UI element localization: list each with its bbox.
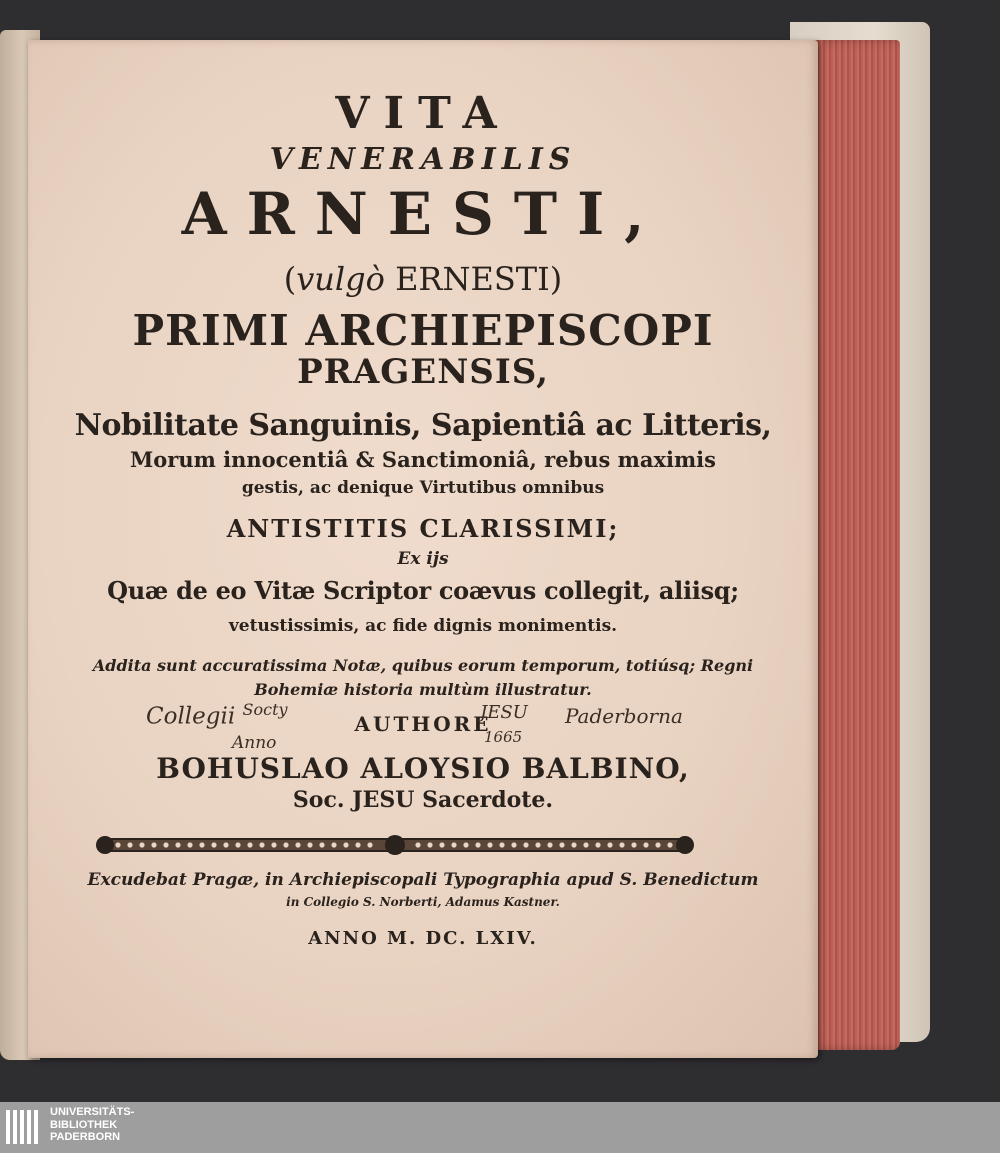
ornament-dot (415, 842, 420, 847)
text-vetustissimis: vetustissimis, ac fide dignis monimentis. (228, 616, 618, 636)
title-vulgo-ernesti (28, 260, 818, 298)
ornament-dot (463, 842, 468, 847)
ornament-dot (163, 842, 168, 847)
handwriting-collegii-text: Collegii (146, 703, 236, 730)
vulgo-word: vulgò (296, 260, 385, 298)
ornament-dot (607, 842, 612, 847)
ornament-dot (523, 842, 528, 847)
ornament-dot (175, 842, 180, 847)
ornament-dot (655, 842, 660, 847)
ornament-dot (319, 842, 324, 847)
handwriting-soc-text: Socty (242, 700, 288, 719)
library-logo-icon (4, 1108, 42, 1146)
ornament-dot (139, 842, 144, 847)
ornament-dot (235, 842, 240, 847)
ornament-dot (595, 842, 600, 847)
ornament-dot (271, 842, 276, 847)
imprint-excudebat: Excudebat Pragæ, in Archiepiscopali Typographia apud S. Benedictum (87, 870, 759, 890)
author-society: Soc. JESU Sacerdote. (292, 787, 554, 813)
ornament-dot (583, 842, 588, 847)
title-arnesti: ARNESTI, (181, 180, 665, 248)
imprint-year: ANNO M. DC. LXIV. (308, 928, 538, 949)
ornament-dot (631, 842, 636, 847)
handwriting-collegii (146, 700, 288, 730)
ornament-dot (571, 842, 576, 847)
red-page-edges (808, 40, 900, 1050)
ornament-dot (283, 842, 288, 847)
ornament-dot (487, 842, 492, 847)
text-gestis: gestis, ac denique Virtutibus omnibus (241, 478, 605, 498)
ornament-dot (343, 842, 348, 847)
library-footer-bar (0, 1102, 1000, 1153)
ornament-dot (535, 842, 540, 847)
ornament-dot (427, 842, 432, 847)
ornament-dot (187, 842, 192, 847)
ornament-dot (115, 842, 120, 847)
ornament-divider (96, 834, 694, 856)
imprint-collegio: in Collegio S. Norberti, Adamus Kastner. (286, 895, 560, 909)
ornament-dot (643, 842, 648, 847)
text-addita: Addita sunt accuratissima Notæ, quibus eorum temporum, totiúsq; Regni (92, 656, 754, 675)
ornament-dot (331, 842, 336, 847)
text-bohemiae: Bohemiæ historia multùm illustratur. (254, 680, 592, 699)
ornament-dot (211, 842, 216, 847)
handwriting-year: 1665 (484, 728, 523, 746)
library-name-line1: UNIVERSITÄTS- (50, 1106, 135, 1118)
handwriting-paderborn: Paderborna (565, 704, 683, 728)
ornament-dot (547, 842, 552, 847)
ornament-dot (367, 842, 372, 847)
title-primi-archiepiscopi: PRIMI ARCHIEPISCOPI (132, 306, 714, 355)
ornament-dot (307, 842, 312, 847)
ornament-dot (499, 842, 504, 847)
vulgo-name: ERNESTI) (395, 260, 563, 298)
vulgo-paren: ( (283, 260, 297, 298)
handwriting-anno: Anno (232, 733, 277, 753)
title-pragensis: PRAGENSIS, (297, 352, 549, 392)
library-name (50, 1106, 134, 1144)
ornament-dot (127, 842, 132, 847)
ornament-dot (439, 842, 444, 847)
text-ex-iis: Ex ijs (397, 549, 449, 569)
text-nobilitate: Nobilitate Sanguinis, Sapientiâ ac Litteris, (74, 408, 772, 443)
ornament-dot (667, 842, 672, 847)
handwriting-jesu: JESU (480, 702, 528, 723)
ornament-dot (511, 842, 516, 847)
ornament-dot (559, 842, 564, 847)
author-name: BOHUSLAO ALOYSIO BALBINO, (156, 752, 690, 785)
ornament-dot (619, 842, 624, 847)
ornament-dot (355, 842, 360, 847)
ornament-dot (295, 842, 300, 847)
ornament-dot (151, 842, 156, 847)
text-quae: Quæ de eo Vitæ Scriptor coævus collegit, aliisq; (107, 576, 739, 605)
ornament-dot (259, 842, 264, 847)
library-name-line2: BIBLIOTHEK (50, 1118, 118, 1131)
text-antistitis: ANTISTITIS CLARISSIMI; (226, 514, 620, 543)
text-morum: Morum innocentiâ & Sanctimoniâ, rebus maximis (130, 447, 716, 472)
ornament-dot (247, 842, 252, 847)
library-name-line3: PADERBORN (50, 1131, 121, 1143)
title-venerabilis: VENERABILIS (269, 142, 577, 177)
ornament-dot (451, 842, 456, 847)
text-authore: AUTHORE (354, 712, 492, 736)
ornament-dot (475, 842, 480, 847)
title-vita: VITA (335, 88, 511, 139)
ornament-dot (223, 842, 228, 847)
ornament-dot (199, 842, 204, 847)
